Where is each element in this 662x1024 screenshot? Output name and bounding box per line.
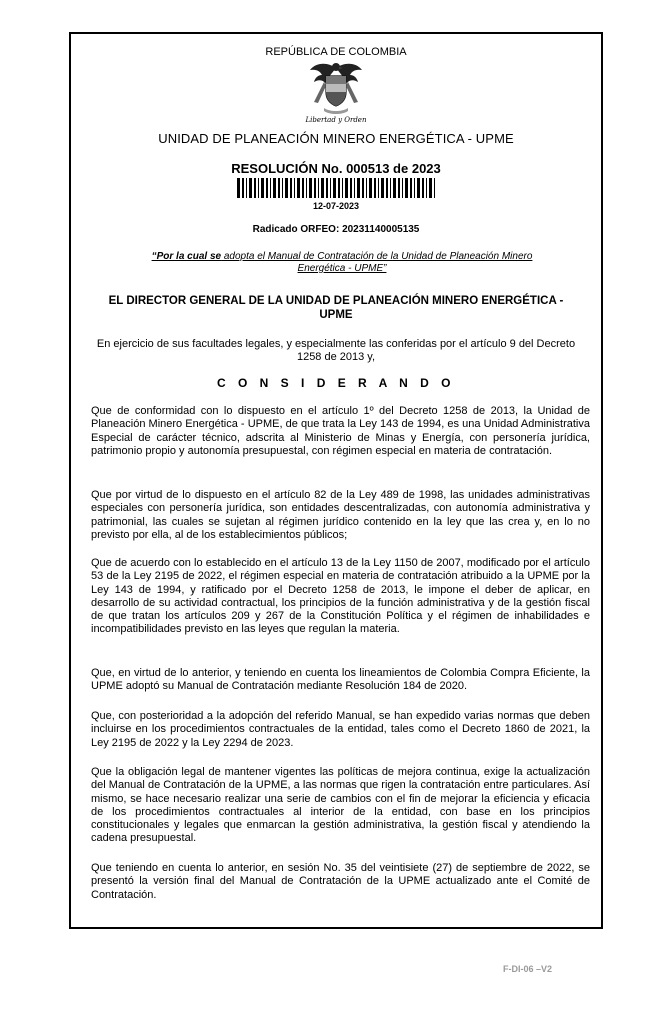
director-heading: EL DIRECTOR GENERAL DE LA UNIDAD DE PLANEACIÓN MINERO ENERGÉTICA - UPME [108,295,564,321]
resolution-subject [130,251,554,275]
paragraph-4: Que, en virtud de lo anterior, y teniendo en cuenta los lineamientos de Colombia Compra Eficiente, la UPME adoptó su Manual de Contratación mediante Resolución 184 de 2020. [91,667,590,693]
subject-text: adopta el Manual de Contratación de la Unidad de Planeación Minero Energética - UPME” [221,251,533,274]
paragraph-1: Que de conformidad con lo dispuesto en el artículo 1º del Decreto 1258 de 2013, la Unidad de Planeación Minero Energética - UPME, de que trata la Ley 143 de 1994, es una Unidad Administrativa Especial de carácter técnico, adscrita al Ministerio de Minas y Energía, con personería jurídica, patrimonio propio y autonomía presupuestal, con régimen especial en materia de contratación. [91,405,590,457]
unidad-heading: UNIDAD DE PLANEACIÓN MINERO ENERGÉTICA - UPME [158,131,514,146]
paragraph-7: Que teniendo en cuenta lo anterior, en sesión No. 35 del veintisiete (27) de septiembre de 2022, se presentó la versión final del Manual de Contratación de la UPME actualizado ante el Comité de Contratación. [91,862,590,901]
resolution-date: 12-07-2023 [312,201,360,211]
paragraph-6: Que la obligación legal de mantener vigentes las políticas de mejora continua, exige la actualización del Manual de Contratación de la UPME, a las normas que rigen la contratación entre particulares. Así mismo, se hace necesario realizar una serie de cambios con el fin de mejorar la eficiencia y eficacia de los procedimientos contractuales al interior de la entidad, con base en los principios constitucionales y legales que enmarcan la gestión administrativa, la gestión fiscal y atendiendo la cadena presupuestal. [91,766,590,845]
paragraph-3: Que de acuerdo con lo establecido en el artículo 13 de la Ley 1150 de 2007, modificado por el artículo 53 de la Ley 2195 de 2022, el régimen especial en materia de contratación atribuido a la UPME por la Ley 143 de 1994, y ratificado por el Decreto 1258 de 2013, le impone el deber de aplicar, en desarrollo de su actividad contractual, los principios de la función administrativa y de la gestión fiscal de que tratan los artículos 209 y 267 de la Constitución Política y el régimen de inhabilidades e incompatibilidades previsto en las leyes que regulan la materia. [91,557,590,636]
republica-heading: REPÚBLICA DE COLOMBIA [265,46,407,58]
coat-of-arms-icon [69,58,603,124]
barcode-graphic [237,178,435,198]
considerando-heading: C O N S I D E R A N D O [217,376,455,390]
paragraph-5: Que, con posterioridad a la adopción del referido Manual, se han expedido varias normas que deben incluirse en los procedimientos contractuales de la entidad, tales como el Decreto 1860 de 2021, la Ley 2195 de 2022 y la Ley 2294 de 2023. [91,710,590,749]
subject-prefix: “Por la cual se [151,251,222,262]
form-code: F-DI-06 –V2 [503,964,553,974]
paragraph-2: Que por virtud de lo dispuesto en el artículo 82 de la Ley 489 de 1998, las unidades administrativas especiales con personería jurídica, son entidades descentralizadas, con autonomía administrativa y patrimonial, las cuales se sujetan al régimen jurídico contenido en la ley que las crea y, en lo no previsto por ella, al de los establecimientos públicos; [91,489,590,541]
resolution-title: RESOLUCIÓN No. 000513 de 2023 [231,161,441,176]
radicado-number: Radicado ORFEO: 20231140005135 [252,224,420,235]
facultades-paragraph: En ejercicio de sus facultades legales, y especialmente las conferidas por el artículo 9 del Decreto 1258 de 2013 y, [96,338,576,363]
crest-motto: Libertad y Orden [305,116,367,124]
